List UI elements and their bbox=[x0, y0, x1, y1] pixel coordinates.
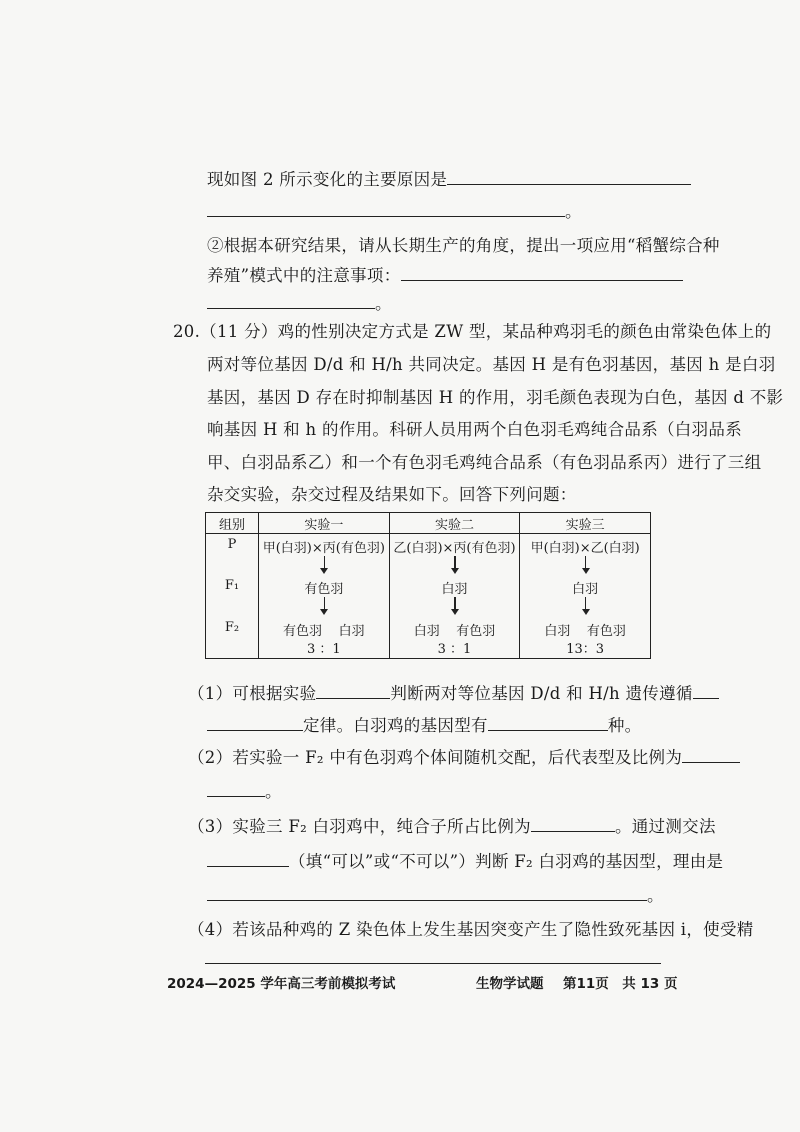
answer-blank[interactable] bbox=[488, 716, 608, 731]
label-p: P bbox=[227, 537, 237, 552]
table-body-row bbox=[206, 534, 651, 659]
down-arrow-icon bbox=[324, 556, 325, 572]
q20-line-2: 两对等位基因 D/d 和 H/h 共同决定。基因 H 是有色羽基因，基因 h 是白羽 bbox=[207, 355, 776, 374]
prev-line-2: 。 bbox=[207, 198, 582, 222]
exp1-f2-phenotypes: 有色羽 白羽 bbox=[283, 624, 365, 639]
q2-line-2: 。 bbox=[207, 778, 282, 802]
table-header-row bbox=[206, 513, 651, 534]
header-exp-2: 实验二 bbox=[389, 513, 520, 534]
exp1-parents: 甲(白羽)×丙(有色羽) bbox=[262, 541, 385, 556]
page-number: 第11页 共 13 页 bbox=[563, 976, 678, 992]
prev-line-3: ②根据本研究结果，请从长期生产的角度，提出一项应用“稻蟹综合种 bbox=[207, 236, 720, 255]
answer-blank[interactable] bbox=[447, 170, 691, 185]
subject-label: 生物学试题 bbox=[476, 976, 544, 992]
q20-line-6: 杂交实验，杂交过程及结果如下。回答下列问题： bbox=[207, 485, 577, 504]
q1-line-1: （1）可根据实验 判断两对等位基因 D/d 和 H/h 遗传遵循 bbox=[188, 680, 719, 704]
down-arrow-icon bbox=[585, 597, 586, 613]
answer-blank[interactable] bbox=[207, 782, 265, 797]
exp3-f2-phenotypes: 白羽 有色羽 bbox=[544, 624, 626, 639]
answer-blank[interactable] bbox=[531, 817, 615, 832]
down-arrow-icon bbox=[324, 597, 325, 613]
prev-line-4: 养殖”模式中的注意事项： bbox=[207, 262, 683, 286]
experiment-1-cell bbox=[259, 534, 390, 659]
experiment-3-cell bbox=[520, 534, 651, 659]
answer-blank[interactable] bbox=[207, 716, 303, 731]
answer-blank[interactable] bbox=[316, 684, 390, 699]
label-f2: F₂ bbox=[224, 620, 240, 635]
exp1-f2-ratio: 3 ：1 bbox=[306, 642, 341, 657]
q3-line-3: 。 bbox=[207, 882, 664, 906]
answer-blank[interactable] bbox=[207, 886, 647, 901]
exp3-f1: 白羽 bbox=[572, 582, 599, 597]
exam-title: 2024—2025 学年高三考前模拟考试 bbox=[167, 976, 396, 992]
answer-blank[interactable] bbox=[207, 294, 375, 309]
exp3-parents: 甲(白羽)×乙(白羽) bbox=[530, 541, 640, 556]
q20-line-5: 甲、白羽品系乙）和一个有色羽毛鸡纯合品系（有色羽品系丙）进行了三组 bbox=[207, 453, 762, 472]
q1-line-2: 定律。白羽鸡的基因型有 种。 bbox=[207, 712, 641, 736]
label-f1: F₁ bbox=[224, 578, 240, 593]
exp2-parents: 乙(白羽)×丙(有色羽) bbox=[393, 541, 516, 556]
answer-blank[interactable] bbox=[207, 202, 565, 217]
down-arrow-icon bbox=[585, 556, 586, 572]
q3-line-2: （填“可以”或“不可以”）判断 F₂ 白羽鸡的基因型，理由是 bbox=[207, 848, 723, 872]
prev-line-1: 现如图 2 所示变化的主要原因是 bbox=[207, 166, 691, 190]
exp2-f2-ratio: 3 ：1 bbox=[437, 642, 472, 657]
exp2-f1: 白羽 bbox=[441, 582, 468, 597]
exp1-f1: 有色羽 bbox=[304, 582, 344, 597]
exp2-f2-phenotypes: 白羽 有色羽 bbox=[413, 624, 496, 639]
answer-blank[interactable] bbox=[401, 266, 683, 281]
prev-line-5: 。 bbox=[207, 290, 392, 314]
answer-blank[interactable] bbox=[682, 748, 740, 763]
q3-line-1: （3）实验三 F₂ 白羽鸡中，纯合子所占比例为 。通过测交法 bbox=[188, 817, 716, 836]
header-exp-1: 实验一 bbox=[259, 513, 390, 534]
cross-results-table bbox=[205, 512, 651, 659]
q20-line-4: 响基因 H 和 h 的作用。科研人员用两个白色羽毛鸡纯合品系（白羽品系 bbox=[207, 420, 742, 439]
q4-line-1: （4）若该品种鸡的 Z 染色体上发生基因突变产生了隐性致死基因 i，使受精 bbox=[188, 920, 754, 939]
footer-divider bbox=[205, 963, 661, 964]
down-arrow-icon bbox=[454, 597, 455, 613]
q20-line-1: 20.（11 分）鸡的性别决定方式是 ZW 型，某品种鸡羽毛的颜色由常染色体上的 bbox=[173, 322, 772, 341]
exp3-f2-ratio: 13：3 bbox=[566, 642, 605, 657]
q20-line-3: 基因，基因 D 存在时抑制基因 H 的作用，羽毛颜色表现为白色，基因 d 不影 bbox=[207, 388, 784, 407]
answer-blank[interactable] bbox=[207, 852, 289, 867]
header-exp-3: 实验三 bbox=[520, 513, 651, 534]
header-group: 组别 bbox=[206, 513, 259, 534]
down-arrow-icon bbox=[454, 556, 455, 572]
q2-line-1: （2）若实验一 F₂ 中有色羽鸡个体间随机交配，后代表型及比例为 bbox=[188, 744, 740, 768]
experiment-2-cell bbox=[389, 534, 520, 659]
generation-labels bbox=[206, 534, 259, 659]
answer-blank[interactable] bbox=[693, 684, 719, 699]
